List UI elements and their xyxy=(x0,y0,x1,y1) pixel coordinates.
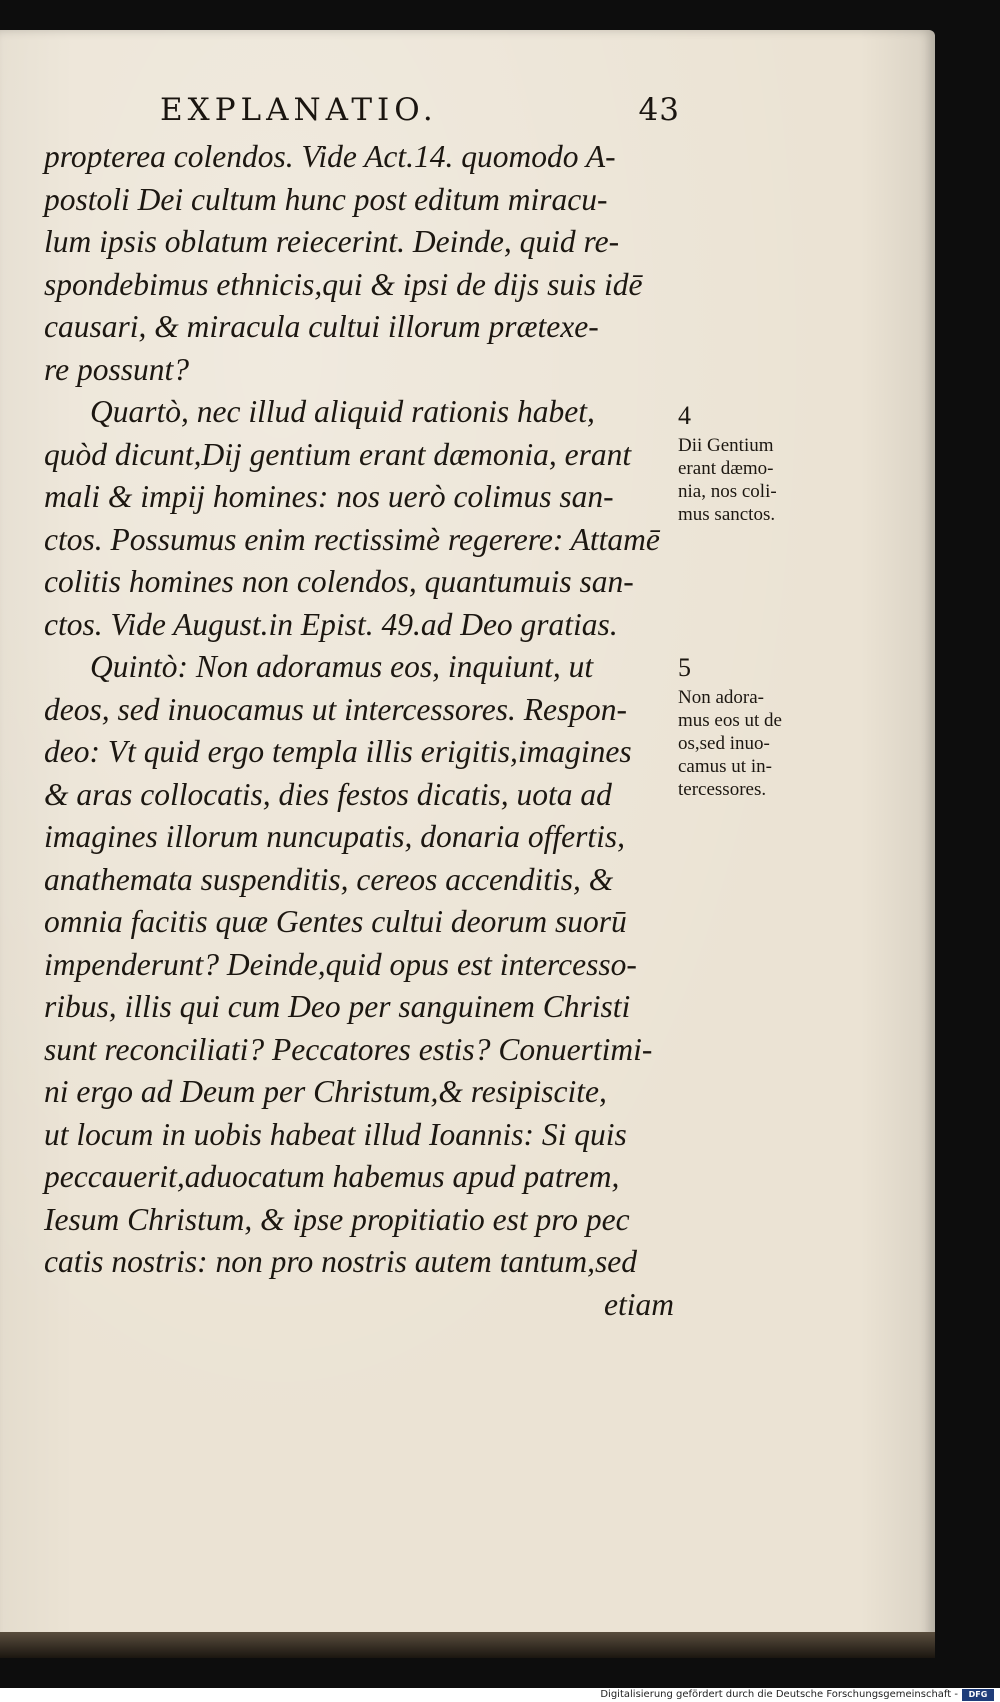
text-line: & aras collocatis, dies festos dicatis, uota ad xyxy=(44,776,612,812)
marginal-note xyxy=(678,652,828,801)
paragraph-start-line: Quintò: Non adoramus eos, inquiunt, ut xyxy=(90,649,594,684)
running-title: EXPLANATIO. xyxy=(160,92,438,128)
marginal-note-line: erant dæmo- xyxy=(678,458,774,479)
text-line: omnia facitis quæ Gentes cultui deorum suorū xyxy=(44,904,627,939)
text-line: propterea colendos. Vide Act.14. quomodo A- xyxy=(44,139,616,174)
text-line: impenderunt? Deinde,quid opus est intercesso- xyxy=(44,946,637,982)
text-line: ctos. Possumus enim rectissimè regerere: Attamē xyxy=(44,521,660,557)
marginal-note-line: camus ut in- xyxy=(678,756,772,777)
running-head xyxy=(160,92,680,136)
text-line: ni ergo ad Deum per Christum,& resipiscite, xyxy=(44,1074,607,1109)
marginal-note-line: mus eos ut de xyxy=(678,710,782,731)
text-line: sunt reconciliati? Peccatores estis? Conuertimi- xyxy=(44,1031,653,1067)
main-text-block xyxy=(44,136,674,1326)
paragraph-start-line: Quartò, nec illud aliquid rationis habet, xyxy=(90,394,595,429)
text-line: deos, sed inuocamus ut intercessores. Respon- xyxy=(44,691,627,727)
page-number: 43 xyxy=(638,92,680,128)
marginal-note-line: os,sed inuo- xyxy=(678,733,770,754)
marginal-note-number: 4 xyxy=(678,401,691,430)
text-line: ctos. Vide August.in Epist. 49.ad Deo gratias. xyxy=(44,606,618,642)
text-line: colitis homines non colendos, quantumuis san- xyxy=(44,564,634,599)
marginal-note-line: Dii Gentium xyxy=(678,435,774,456)
text-line: Iesum Christum, & ipse propitiatio est pro pec xyxy=(44,1201,630,1237)
marginal-note xyxy=(678,400,828,526)
text-line: causari, & miracula cultui illorum prætexe- xyxy=(44,309,599,344)
text-line: anathemata suspenditis, cereos accenditis, & xyxy=(44,861,614,897)
marginal-note-line: mus sanctos. xyxy=(678,504,776,525)
funding-credit: Digitalisierung gefördert durch die Deutsche Forschungsgemeinschaft - xyxy=(600,1689,958,1700)
text-line: re possunt? xyxy=(44,351,189,387)
dfg-logo: DFG xyxy=(962,1689,994,1701)
page-edge-shadow xyxy=(0,1632,935,1658)
text-line: ut locum in uobis habeat illud Ioannis: Si quis xyxy=(44,1116,627,1152)
text-line: imagines illorum nuncupatis, donaria offertis, xyxy=(44,819,626,854)
marginal-note-line: nia, nos coli- xyxy=(678,481,777,502)
marginal-note-line: Non adora- xyxy=(678,687,764,708)
text-line: spondebimus ethnicis,qui & ipsi de dijs suis idē xyxy=(44,266,643,302)
text-line: deo: Vt quid ergo templa illis erigitis,imagines xyxy=(44,734,632,769)
text-line: peccauerit,aduocatum habemus apud patrem, xyxy=(44,1159,620,1194)
marginal-note-line: tercessores. xyxy=(678,779,767,800)
catchword: etiam xyxy=(604,1286,674,1322)
text-line: lum ipsis oblatum reiecerint. Deinde, quid re- xyxy=(44,224,620,259)
text-line: ribus, illis qui cum Deo per sanguinem Christi xyxy=(44,989,631,1024)
marginal-note-number: 5 xyxy=(678,653,691,682)
text-line: postoli Dei cultum hunc post editum miracu- xyxy=(44,181,608,217)
text-line: catis nostris: non pro nostris autem tantum,sed xyxy=(44,1244,637,1279)
text-line: mali & impij homines: nos uerò colimus san- xyxy=(44,479,614,514)
text-line: quòd dicunt,Dij gentium erant dæmonia, erant xyxy=(44,436,632,472)
footer-bar xyxy=(0,1688,1000,1702)
